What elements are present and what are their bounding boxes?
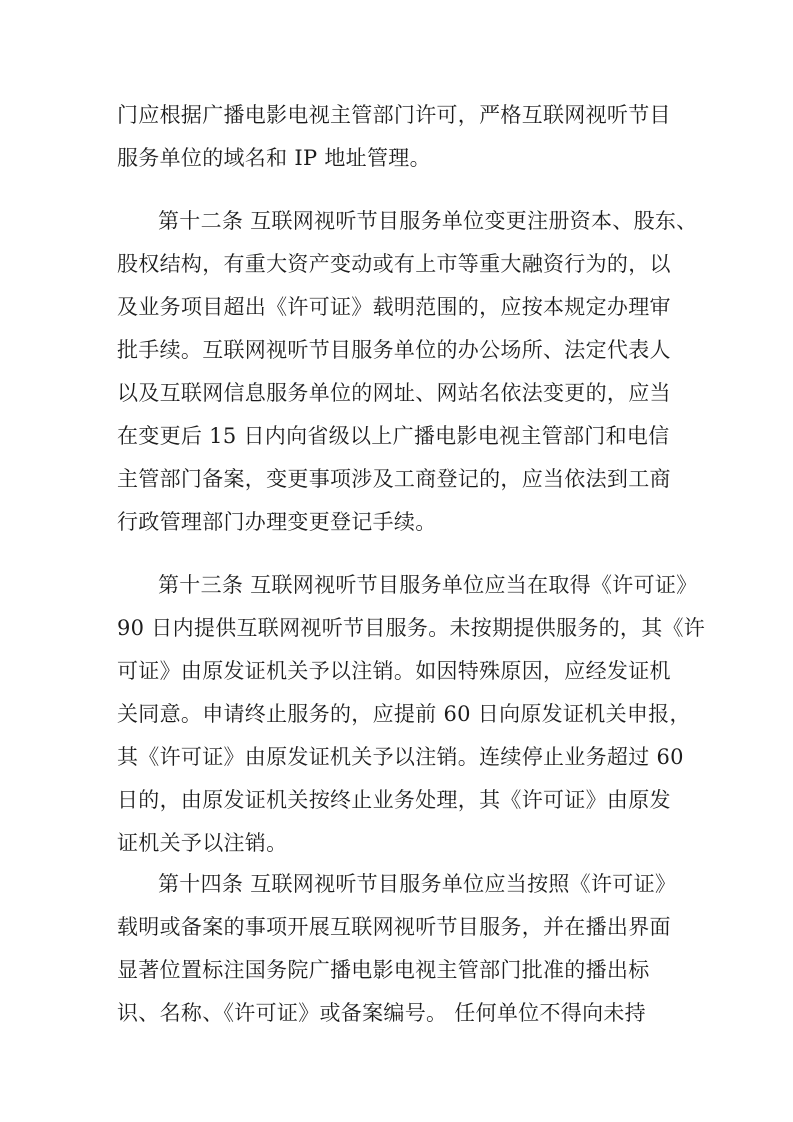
paragraph-line: 证机关予以注销。 <box>117 831 288 855</box>
paragraph-line: 行政管理部门办理变更登记手续。 <box>117 510 437 534</box>
paragraph-line: 主管部门备案，变更事项涉及工商登记的，应当依法到工商 <box>117 467 671 491</box>
paragraph-line: 以及互联网信息服务单位的网址、网站名依法变更的，应当 <box>117 381 671 405</box>
paragraph-line: 显著位置标注国务院广播电影电视主管部门批准的播出标 <box>117 958 650 982</box>
paragraph-line: 股权结构，有重大资产变动或有上市等重大融资行为的，以 <box>117 252 671 276</box>
paragraph-line: 其《许可证》由原发证机关予以注销。连续停止业务超过 60 <box>117 745 684 769</box>
paragraph-line: 识、名称、《许可证》或备案编号。 任何单位不得向未持 <box>117 1001 646 1025</box>
paragraph-line: 载明或备案的事项开展互联网视听节目服务，并在播出界面 <box>117 915 671 939</box>
paragraph-line: 在变更后 15 日内向省级以上广播电影电视主管部门和电信 <box>117 424 670 448</box>
article-14-heading-line: 第十四条 互联网视听节目服务单位应当按照《许可证》 <box>158 872 677 896</box>
paragraph-line: 批手续。互联网视听节目服务单位的办公场所、法定代表人 <box>117 338 671 362</box>
paragraph-line: 服务单位的域名和 IP 地址管理。 <box>117 146 431 170</box>
paragraph-line: 关同意。申请终止服务的，应提前 60 日向原发证机关申报， <box>117 702 691 726</box>
paragraph-line: 可证》由原发证机关予以注销。如因特殊原因，应经发证机 <box>117 659 671 683</box>
article-12-heading-line: 第十二条 互联网视听节目服务单位变更注册资本、股东、 <box>158 209 698 233</box>
paragraph-line: 及业务项目超出《许可证》载明范围的，应按本规定办理审 <box>117 295 671 319</box>
paragraph-line: 90 日内提供互联网视听节目服务。未按期提供服务的，其《许 <box>117 616 706 640</box>
paragraph-line: 门应根据广播电影电视主管部门许可，严格互联网视听节目 <box>117 103 671 127</box>
paragraph-line: 日的，由原发证机关按终止业务处理，其《许可证》由原发 <box>117 788 671 812</box>
article-13-heading-line: 第十三条 互联网视听节目服务单位应当在取得《许可证》 <box>158 573 698 597</box>
